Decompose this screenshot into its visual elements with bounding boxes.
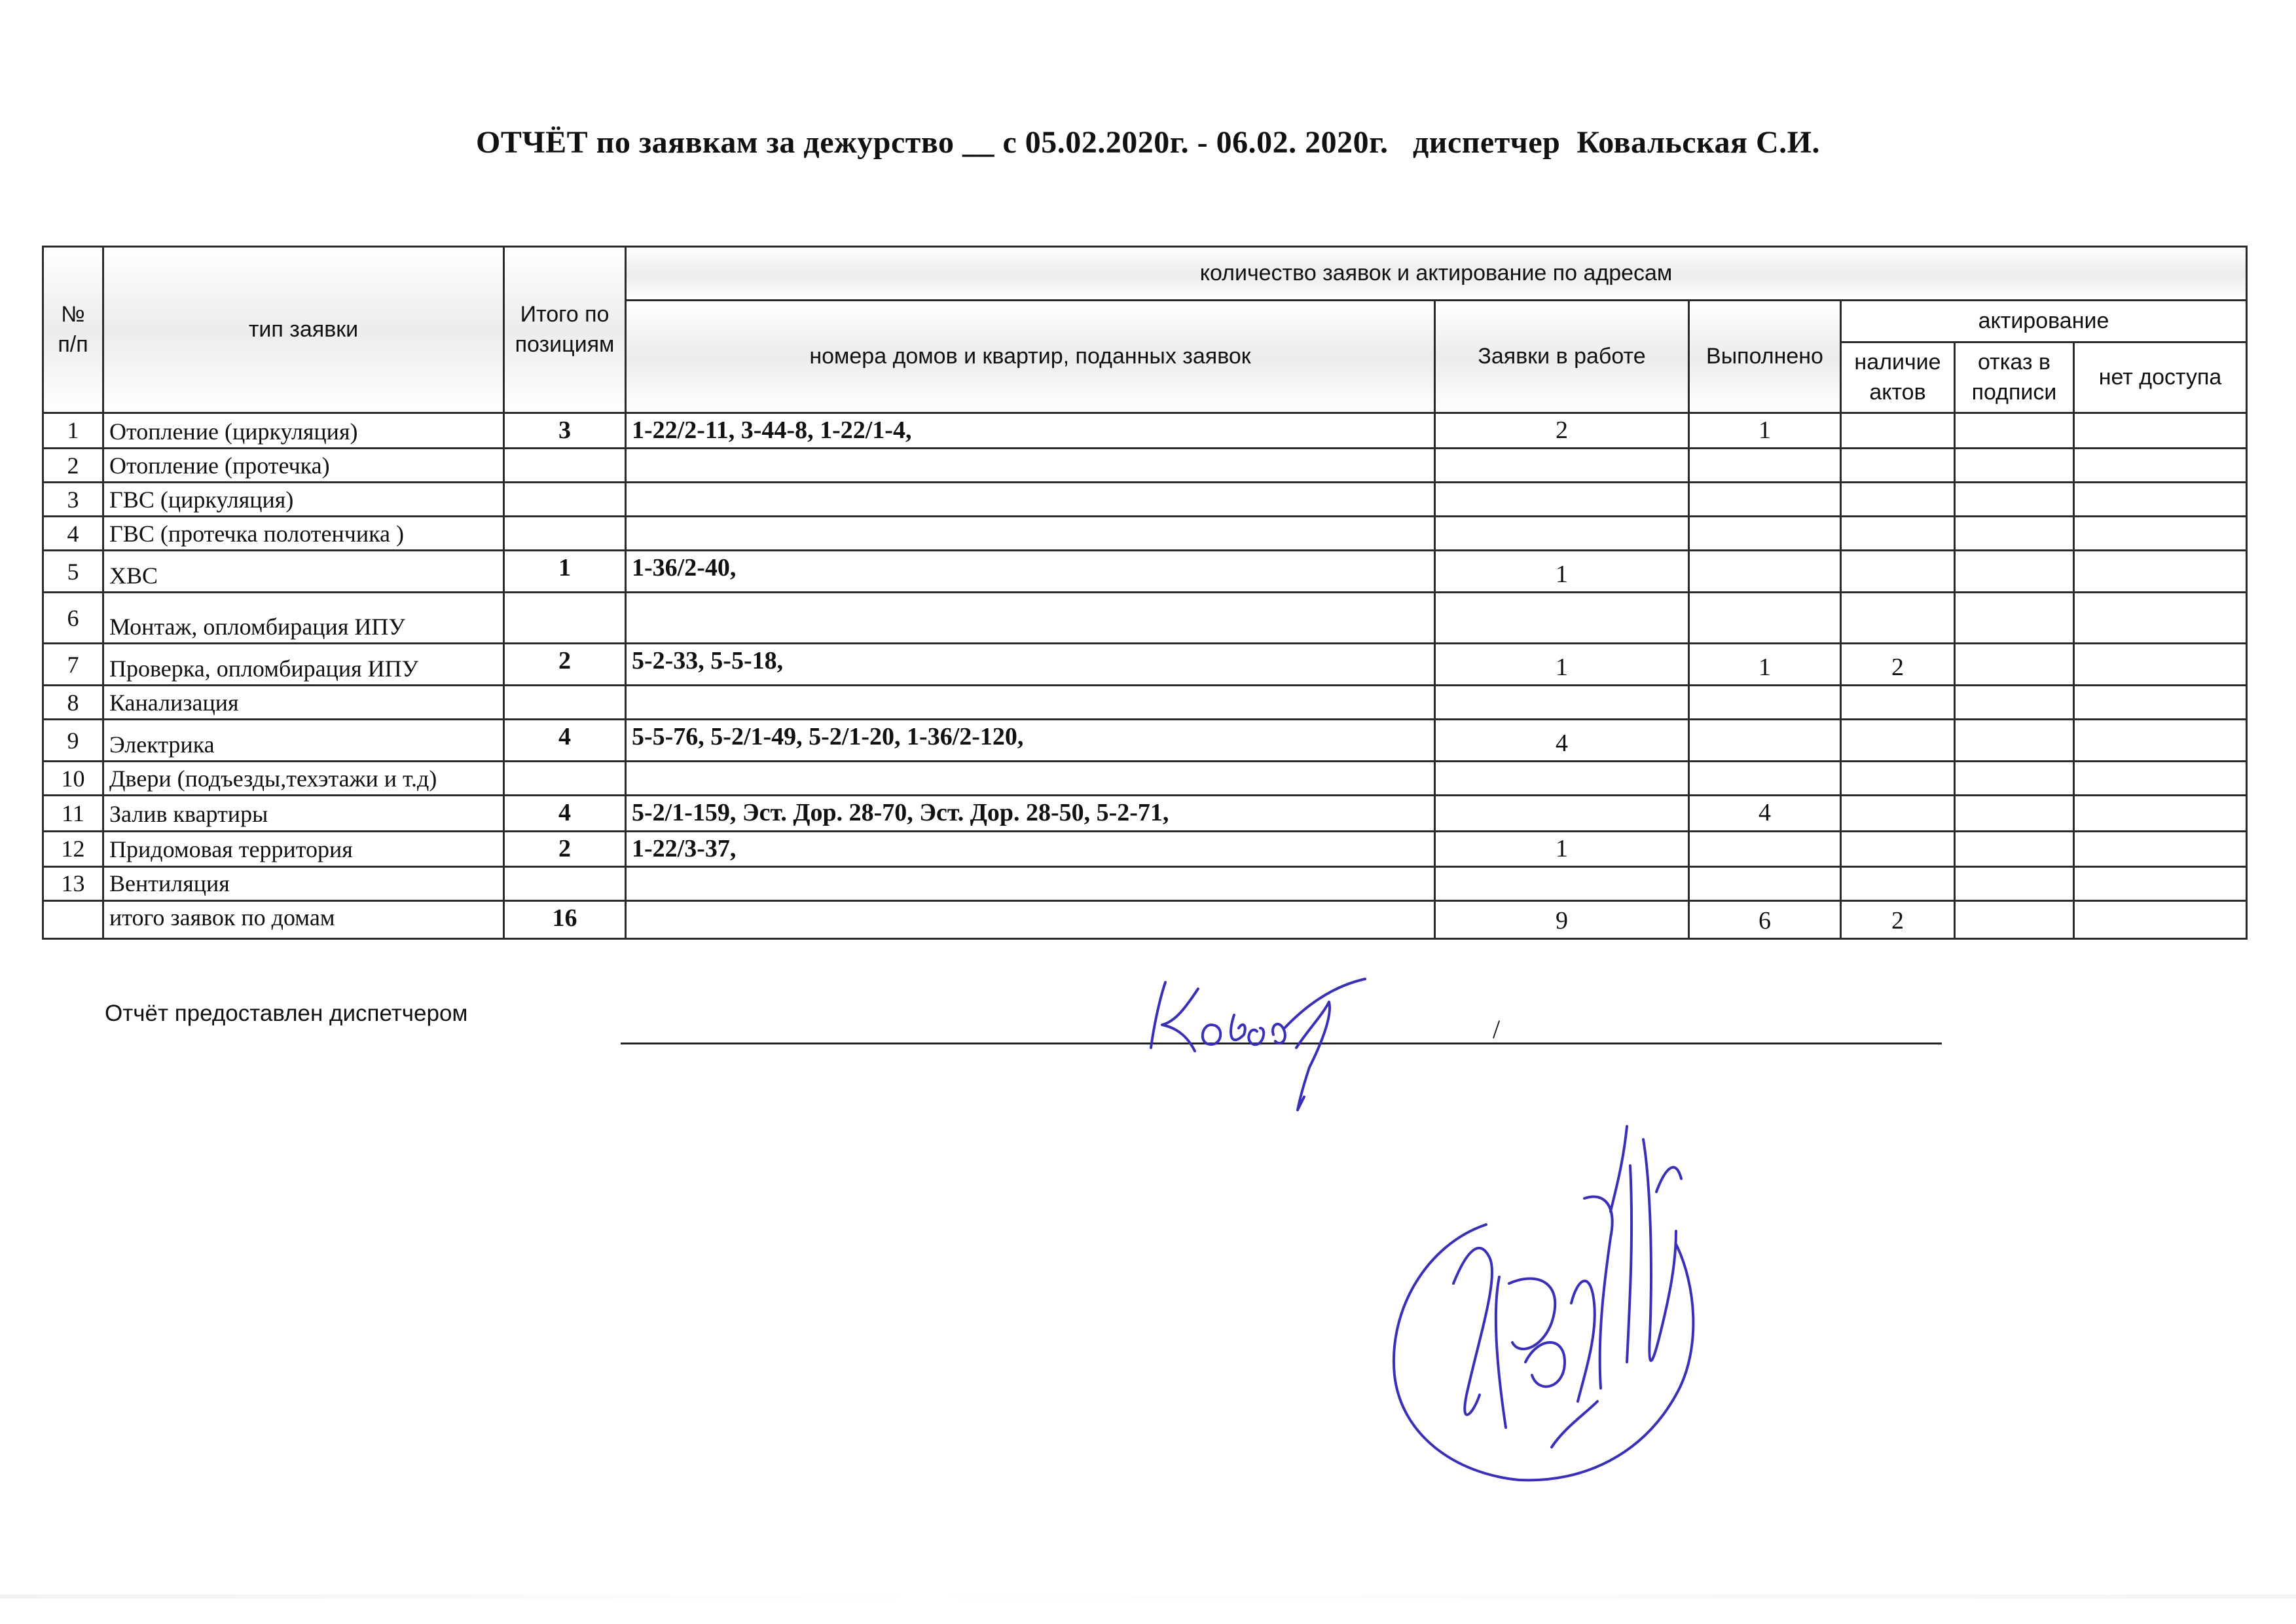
totals-in-work: 9 <box>1435 900 1689 938</box>
table-row <box>43 593 2247 644</box>
totals-num <box>43 900 103 938</box>
row-no-access <box>2074 517 2247 551</box>
row-acts <box>1841 831 1955 866</box>
col-header-refusal-label: отказ в подписи <box>1971 349 2057 405</box>
totals-total: 16 <box>504 900 626 938</box>
row-acts <box>1841 551 1955 593</box>
col-header-refusal <box>1955 342 2074 413</box>
row-type: Вентиляция <box>103 866 504 900</box>
totals-addr <box>626 900 1435 938</box>
row-addresses <box>626 686 1435 720</box>
row-done <box>1689 720 1841 762</box>
row-in-work: 1 <box>1435 831 1689 866</box>
table-row <box>43 413 2247 449</box>
row-refusal <box>1955 831 2074 866</box>
row-num: 8 <box>43 686 103 720</box>
col-header-group-label: количество заявок и актирование по адресам <box>1199 260 1673 286</box>
row-addresses <box>626 517 1435 551</box>
row-refusal <box>1955 593 2074 644</box>
tick-mark: / <box>1493 1014 1501 1044</box>
totals-refusal <box>1955 900 2074 938</box>
row-done <box>1689 686 1841 720</box>
row-done <box>1689 762 1841 796</box>
col-header-addresses-label: номера домов и квартир, поданных заявок <box>809 343 1251 369</box>
row-refusal <box>1955 686 2074 720</box>
row-type: Придомовая территория <box>103 831 504 866</box>
row-done <box>1689 449 1841 483</box>
row-done: 1 <box>1689 644 1841 686</box>
row-in-work: 4 <box>1435 720 1689 762</box>
totals-done: 6 <box>1689 900 1841 938</box>
table-row <box>43 483 2247 517</box>
row-addresses: 1-22/2-11, 3-44-8, 1-22/1-4, <box>626 413 1435 449</box>
row-total <box>504 483 626 517</box>
report-table <box>42 246 2248 940</box>
row-type: ХВС <box>103 551 504 593</box>
row-addresses: 5-5-76, 5-2/1-49, 5-2/1-20, 1-36/2-120, <box>626 720 1435 762</box>
col-header-total-label: Итого по позициям <box>515 301 615 357</box>
totals-label: итого заявок по домам <box>103 900 504 938</box>
row-type: Отопление (протечка) <box>103 449 504 483</box>
row-total <box>504 449 626 483</box>
row-addresses <box>626 449 1435 483</box>
totals-no-access <box>2074 900 2247 938</box>
row-acts <box>1841 449 1955 483</box>
report-title: ОТЧЁТ по заявкам за дежурство __ с 05.02.2020г. - 06.02. 2020г. диспетчер Ковальская С.И. <box>476 125 1820 160</box>
row-refusal <box>1955 551 2074 593</box>
row-type: Канализация <box>103 686 504 720</box>
col-header-acts-group-label: актирование <box>1978 308 2109 333</box>
row-type: Залив квартиры <box>103 796 504 831</box>
row-addresses: 1-22/3-37, <box>626 831 1435 866</box>
row-addresses <box>626 483 1435 517</box>
col-header-in-work-label: Заявки в работе <box>1478 343 1646 369</box>
row-total: 3 <box>504 413 626 449</box>
row-total: 4 <box>504 796 626 831</box>
row-done <box>1689 517 1841 551</box>
col-header-no-access <box>2074 342 2247 413</box>
row-done <box>1689 831 1841 866</box>
row-in-work <box>1435 593 1689 644</box>
row-refusal <box>1955 644 2074 686</box>
footer-label: Отчёт предоставлен диспетчером <box>105 1001 468 1026</box>
row-done <box>1689 593 1841 644</box>
row-refusal <box>1955 720 2074 762</box>
row-num: 6 <box>43 593 103 644</box>
row-total <box>504 866 626 900</box>
row-done: 1 <box>1689 413 1841 449</box>
table-row <box>43 449 2247 483</box>
table-row <box>43 720 2247 762</box>
row-type: Двери (подъезды,техэтажи и т.д) <box>103 762 504 796</box>
row-num: 13 <box>43 866 103 900</box>
row-refusal <box>1955 796 2074 831</box>
col-header-in-work <box>1435 301 1689 413</box>
row-total: 1 <box>504 551 626 593</box>
row-in-work <box>1435 449 1689 483</box>
row-no-access <box>2074 551 2247 593</box>
row-no-access <box>2074 686 2247 720</box>
col-header-num <box>43 247 103 413</box>
row-addresses <box>626 593 1435 644</box>
table-row <box>43 796 2247 831</box>
table-row <box>43 551 2247 593</box>
row-no-access <box>2074 483 2247 517</box>
row-addresses: 5-2-33, 5-5-18, <box>626 644 1435 686</box>
col-header-done <box>1689 301 1841 413</box>
row-no-access <box>2074 449 2247 483</box>
row-no-access <box>2074 866 2247 900</box>
row-type: Электрика <box>103 720 504 762</box>
row-in-work <box>1435 762 1689 796</box>
row-in-work <box>1435 866 1689 900</box>
row-no-access <box>2074 796 2247 831</box>
totals-row <box>43 900 2247 938</box>
row-refusal <box>1955 413 2074 449</box>
row-total: 2 <box>504 831 626 866</box>
approval-signature <box>1368 1087 1761 1506</box>
row-total: 2 <box>504 644 626 686</box>
row-total <box>504 762 626 796</box>
row-num: 9 <box>43 720 103 762</box>
totals-acts: 2 <box>1841 900 1955 938</box>
scan-edge <box>0 1595 2296 1598</box>
col-header-done-label: Выполнено <box>1706 343 1823 369</box>
row-in-work <box>1435 483 1689 517</box>
col-header-type-label: тип заявки <box>248 316 359 342</box>
row-type: ГВС (циркуляция) <box>103 483 504 517</box>
row-addresses: 1-36/2-40, <box>626 551 1435 593</box>
row-acts <box>1841 517 1955 551</box>
row-refusal <box>1955 866 2074 900</box>
col-header-acts-present-label: наличие актов <box>1854 349 1941 405</box>
row-acts <box>1841 686 1955 720</box>
row-done <box>1689 483 1841 517</box>
row-acts: 2 <box>1841 644 1955 686</box>
row-in-work <box>1435 796 1689 831</box>
table-row <box>43 762 2247 796</box>
row-acts <box>1841 413 1955 449</box>
row-acts <box>1841 483 1955 517</box>
col-header-total <box>504 247 626 413</box>
row-done <box>1689 551 1841 593</box>
row-addresses: 5-2/1-159, Эст. Дор. 28-70, Эст. Дор. 28-50, 5-2-71, <box>626 796 1435 831</box>
row-acts <box>1841 720 1955 762</box>
row-refusal <box>1955 517 2074 551</box>
row-in-work: 1 <box>1435 644 1689 686</box>
row-acts <box>1841 866 1955 900</box>
row-refusal <box>1955 762 2074 796</box>
row-acts <box>1841 796 1955 831</box>
col-header-no-access-label: нет доступа <box>2098 364 2222 390</box>
col-header-acts-group <box>1841 301 2247 342</box>
row-total: 4 <box>504 720 626 762</box>
col-header-type <box>103 247 504 413</box>
table-row <box>43 686 2247 720</box>
row-num: 1 <box>43 413 103 449</box>
row-done: 4 <box>1689 796 1841 831</box>
row-no-access <box>2074 720 2247 762</box>
row-total <box>504 686 626 720</box>
row-no-access <box>2074 831 2247 866</box>
table-row <box>43 831 2247 866</box>
row-no-access <box>2074 762 2247 796</box>
col-header-acts-present <box>1841 342 1955 413</box>
row-num: 5 <box>43 551 103 593</box>
row-refusal <box>1955 483 2074 517</box>
row-num: 10 <box>43 762 103 796</box>
table-row <box>43 866 2247 900</box>
row-num: 4 <box>43 517 103 551</box>
row-done <box>1689 866 1841 900</box>
row-type: ГВС (протечка полотенчика ) <box>103 517 504 551</box>
row-acts <box>1841 593 1955 644</box>
row-in-work <box>1435 686 1689 720</box>
row-type: Проверка, опломбирация ИПУ <box>103 644 504 686</box>
table-row <box>43 517 2247 551</box>
table-body <box>43 413 2247 901</box>
row-num: 11 <box>43 796 103 831</box>
col-header-group <box>626 247 2247 301</box>
row-num: 2 <box>43 449 103 483</box>
row-in-work <box>1435 517 1689 551</box>
row-addresses <box>626 866 1435 900</box>
row-type: Монтаж, опломбирация ИПУ <box>103 593 504 644</box>
row-in-work: 2 <box>1435 413 1689 449</box>
row-num: 3 <box>43 483 103 517</box>
row-no-access <box>2074 644 2247 686</box>
row-num: 7 <box>43 644 103 686</box>
row-refusal <box>1955 449 2074 483</box>
row-no-access <box>2074 593 2247 644</box>
row-total <box>504 593 626 644</box>
table-row <box>43 644 2247 686</box>
row-type: Отопление (циркуляция) <box>103 413 504 449</box>
col-header-num-label: № п/п <box>58 301 88 357</box>
row-in-work: 1 <box>1435 551 1689 593</box>
row-addresses <box>626 762 1435 796</box>
row-num: 12 <box>43 831 103 866</box>
col-header-addresses <box>626 301 1435 413</box>
row-no-access <box>2074 413 2247 449</box>
row-acts <box>1841 762 1955 796</box>
row-total <box>504 517 626 551</box>
